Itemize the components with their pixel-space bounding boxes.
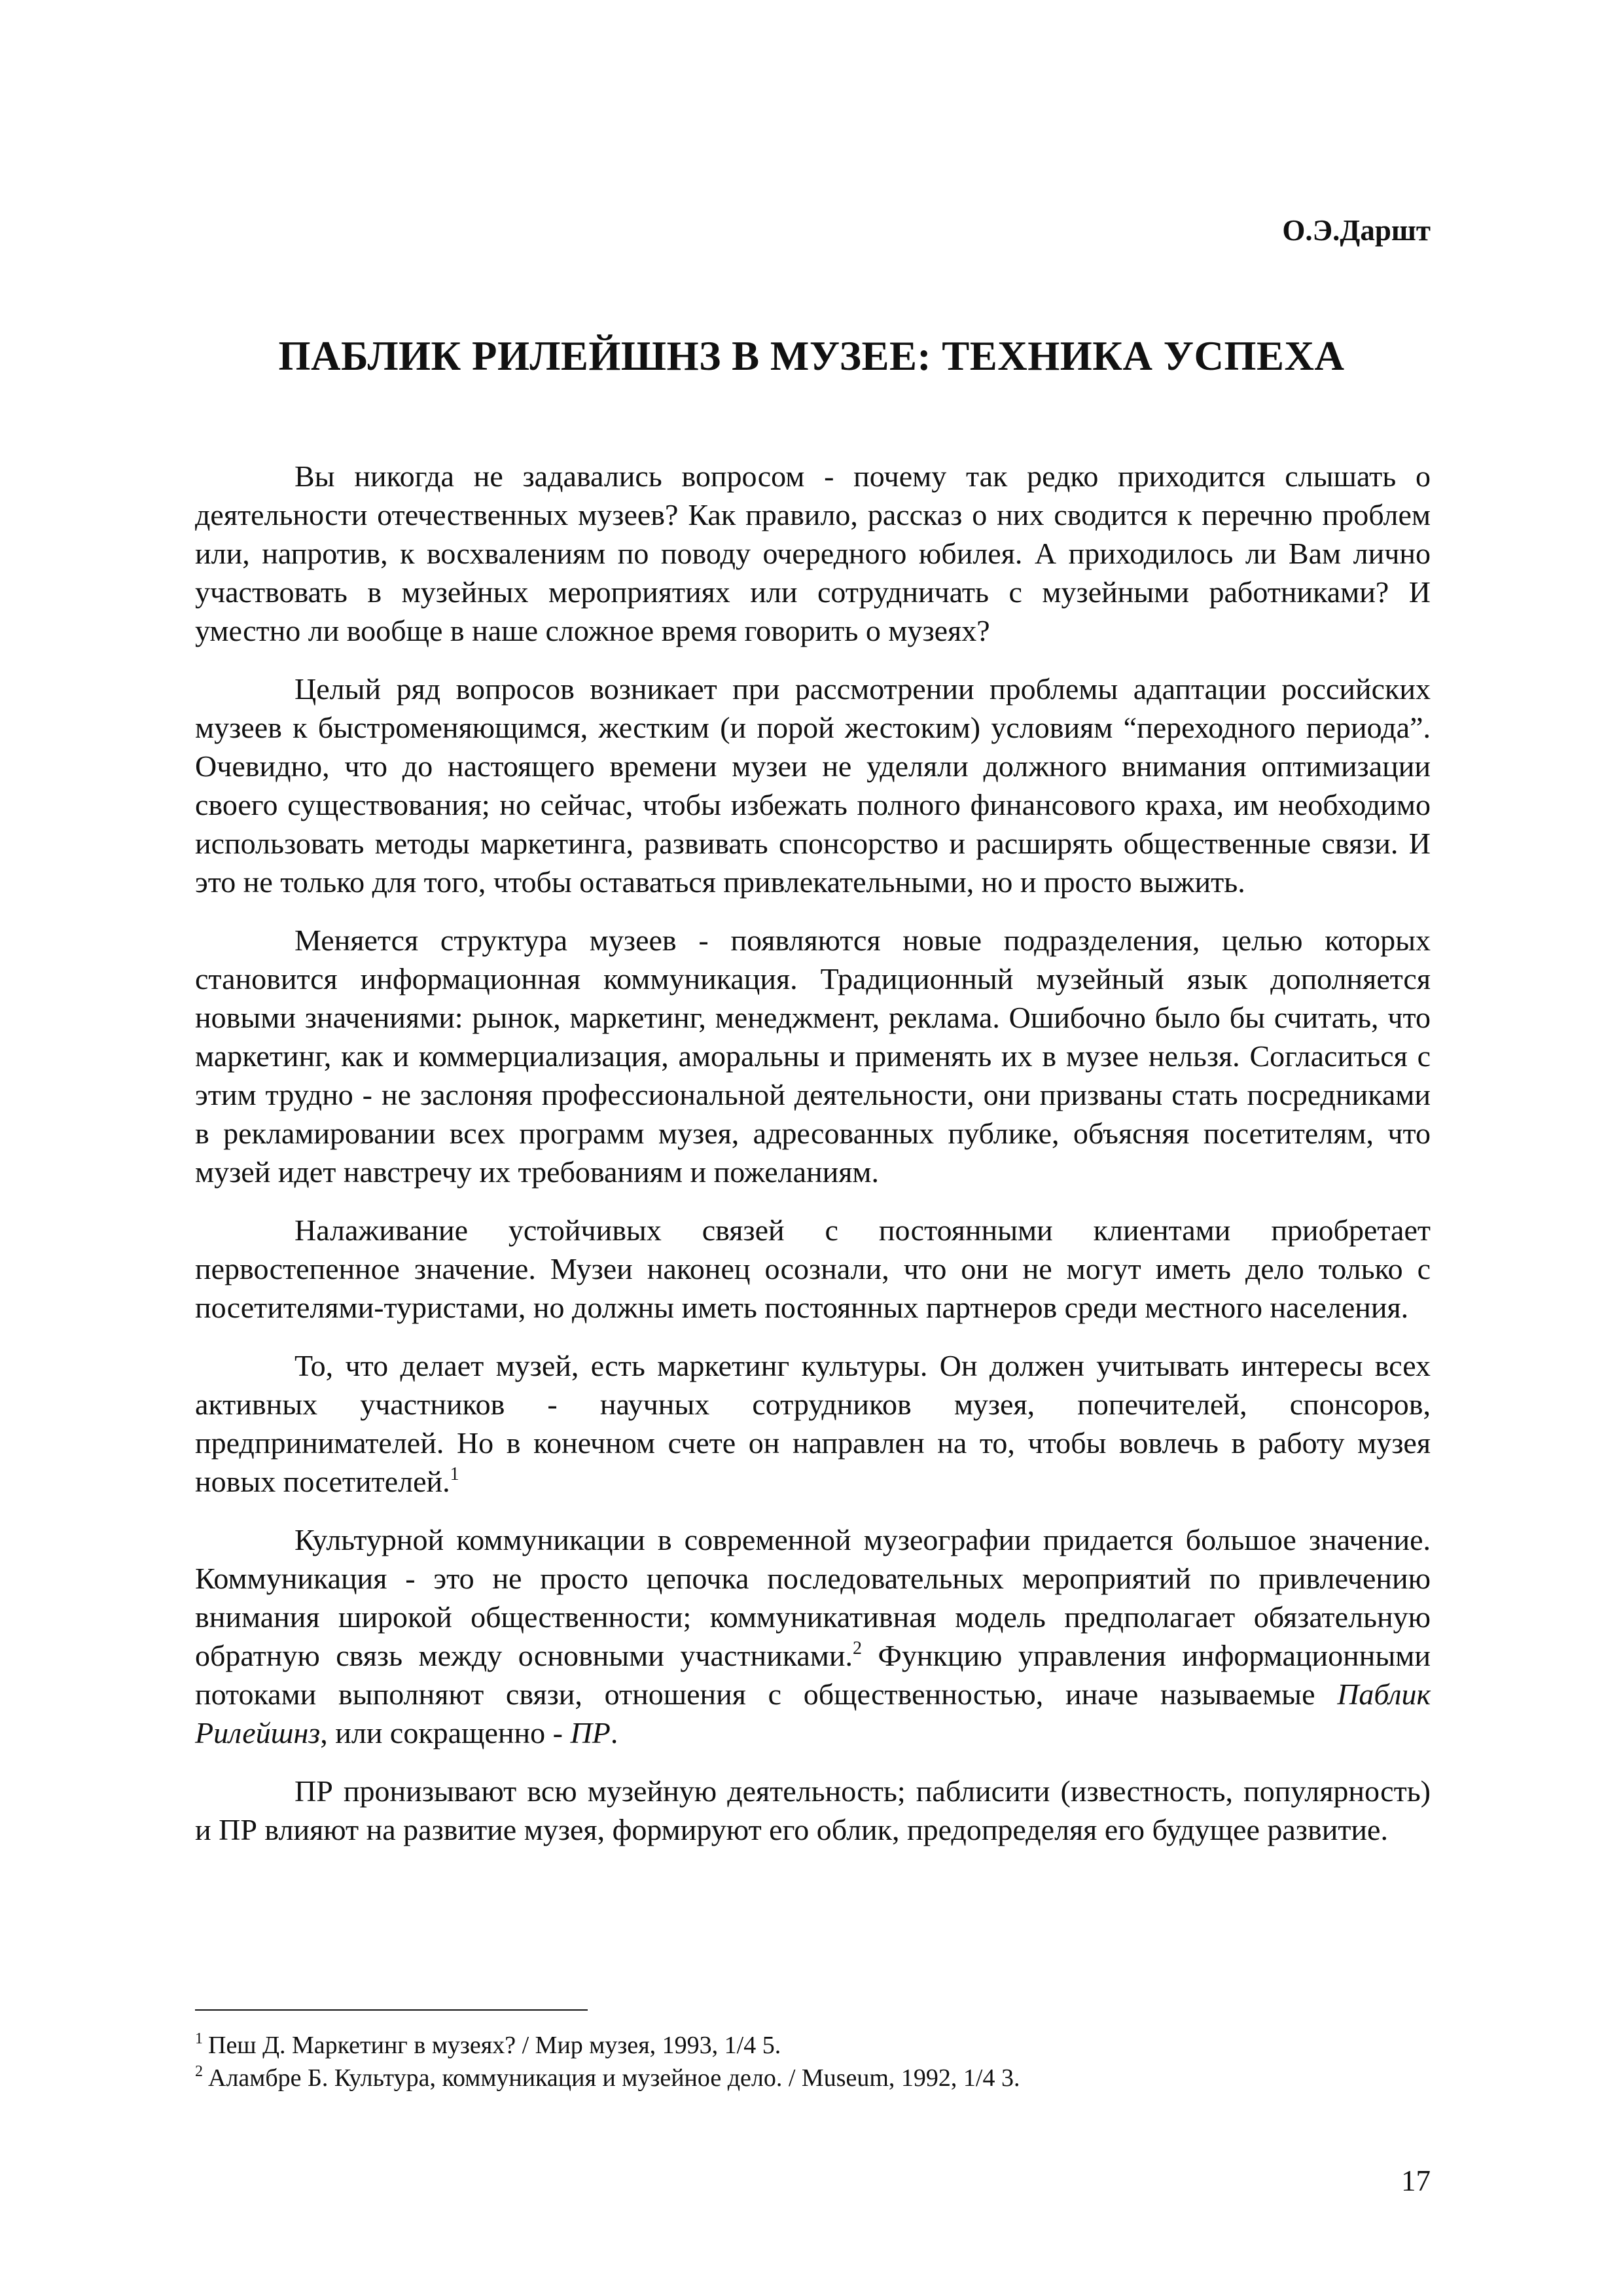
footnote-1 xyxy=(195,2029,1431,2062)
paragraph-7: ПР пронизывают всю музейную деятельность; паблисити (известность, популярность) и ПР влияют на развитие музея, формируют его облик, предопределяя его будущее развитие. xyxy=(195,1774,1431,1846)
footnote-divider xyxy=(195,2009,588,2011)
article-body xyxy=(195,457,1431,1869)
paragraph-5 xyxy=(195,1346,1431,1501)
paragraph-6 xyxy=(195,1520,1431,1752)
footnotes xyxy=(195,2029,1431,2094)
paragraph-2: Целый ряд вопросов возникает при рассмотрении проблемы адаптации российских музеев к быстроменяющимся, жестким (и порой жестоким) условиям “переходного периода”. Очевидно, что до настоящего времени музеи не уделяли должного внимания оптимизации своего существования; но сейчас, чтобы избежать полного финансового краха, им необходимо использовать методы маркетинга, развивать спонсорство и расширять общественные связи. И это не только для того, чтобы оставаться привлекательными, но и просто выжить. xyxy=(195,672,1431,899)
footnote-2-number: 2 xyxy=(195,2063,203,2080)
paragraph-6-text-d: . xyxy=(610,1716,618,1749)
page-number: 17 xyxy=(1401,2164,1431,2197)
paragraph-3: Меняется структура музеев - появляются новые подразделения, целью которых становится информационная коммуникация. Традиционный музейный язык дополняется новыми значениями: рынок, маркетинг, менеджмент, реклама. Ошибочно было бы считать, что маркетинг, как и коммерциализация, аморальны и применять их в музее нельзя. Согласиться с этим трудно - не заслоняя профессиональной деятельности, они призваны стать посредниками в рекламировании всех программ музея, адресованных публике, объясняя посетителям, что музей идет навстречу их требованиям и пожеланиям. xyxy=(195,924,1431,1189)
footnote-1-number: 1 xyxy=(195,2030,203,2047)
footnote-ref-2: 2 xyxy=(853,1638,863,1659)
footnote-2 xyxy=(195,2062,1431,2094)
paragraph-6-text-c: , или сокращенно - xyxy=(320,1716,571,1749)
author-name: О.Э.Даршт xyxy=(1282,214,1431,247)
term-public-relations: Паблик Рилейшнз xyxy=(195,1677,1431,1749)
paragraph-1: Вы никогда не задавались вопросом - почему так редко приходится слышать о деятельности отечественных музеев? Как правило, рассказ о них сводится к перечню проблем или, напротив, к восхвалениям по поводу очередного юбилея. А приходилось ли Вам лично участвовать в музейных мероприятиях или сотрудничать с музейными работниками? И уместно ли вообще в наше сложное время говорить о музеях? xyxy=(195,459,1431,647)
paragraph-6-text-b: Функцию управления информационными потоками выполняют связи, отношения с общественностью, иначе называемые xyxy=(195,1639,1431,1711)
paragraph-6-text-a: Культурной коммуникации в современной музеографии придается большое значение. Коммуникация - это не просто цепочка последовательных мероприятий по привлечению внимания широкой общественности; коммуникативная модель предполагает обязательную обратную связь между основными участниками. xyxy=(195,1523,1431,1672)
term-pr-abbrev: ПР xyxy=(570,1716,611,1749)
paragraph-4: Налаживание устойчивых связей с постоянными клиентами приобретает первостепенное значение. Музеи наконец осознали, что они не могут иметь дело только с посетителями-туристами, но должны иметь постоянных партнеров среди местного населения. xyxy=(195,1213,1431,1324)
footnote-ref-1: 1 xyxy=(450,1464,459,1484)
article-title: ПАБЛИК РИЛЕЙШНЗ В МУЗЕЕ: ТЕХНИКА УСПЕХА xyxy=(278,333,1345,379)
paragraph-5-text: То, что делает музей, есть маркетинг культуры. Он должен учитывать интересы всех активных участников - научных сотрудников музея, попечителей, спонсоров, предпринимателей. Но в конечном счете он направлен на то, чтобы вовлечь в работу музея новых посетителей. xyxy=(195,1349,1431,1498)
footnote-1-text: Пеш Д. Маркетинг в музеях? / Мир музея, 1993, 1/4 5. xyxy=(208,2032,781,2059)
footnote-2-text: Аламбре Б. Культура, коммуникация и музейное дело. / Museum, 1992, 1/4 3. xyxy=(208,2064,1020,2092)
